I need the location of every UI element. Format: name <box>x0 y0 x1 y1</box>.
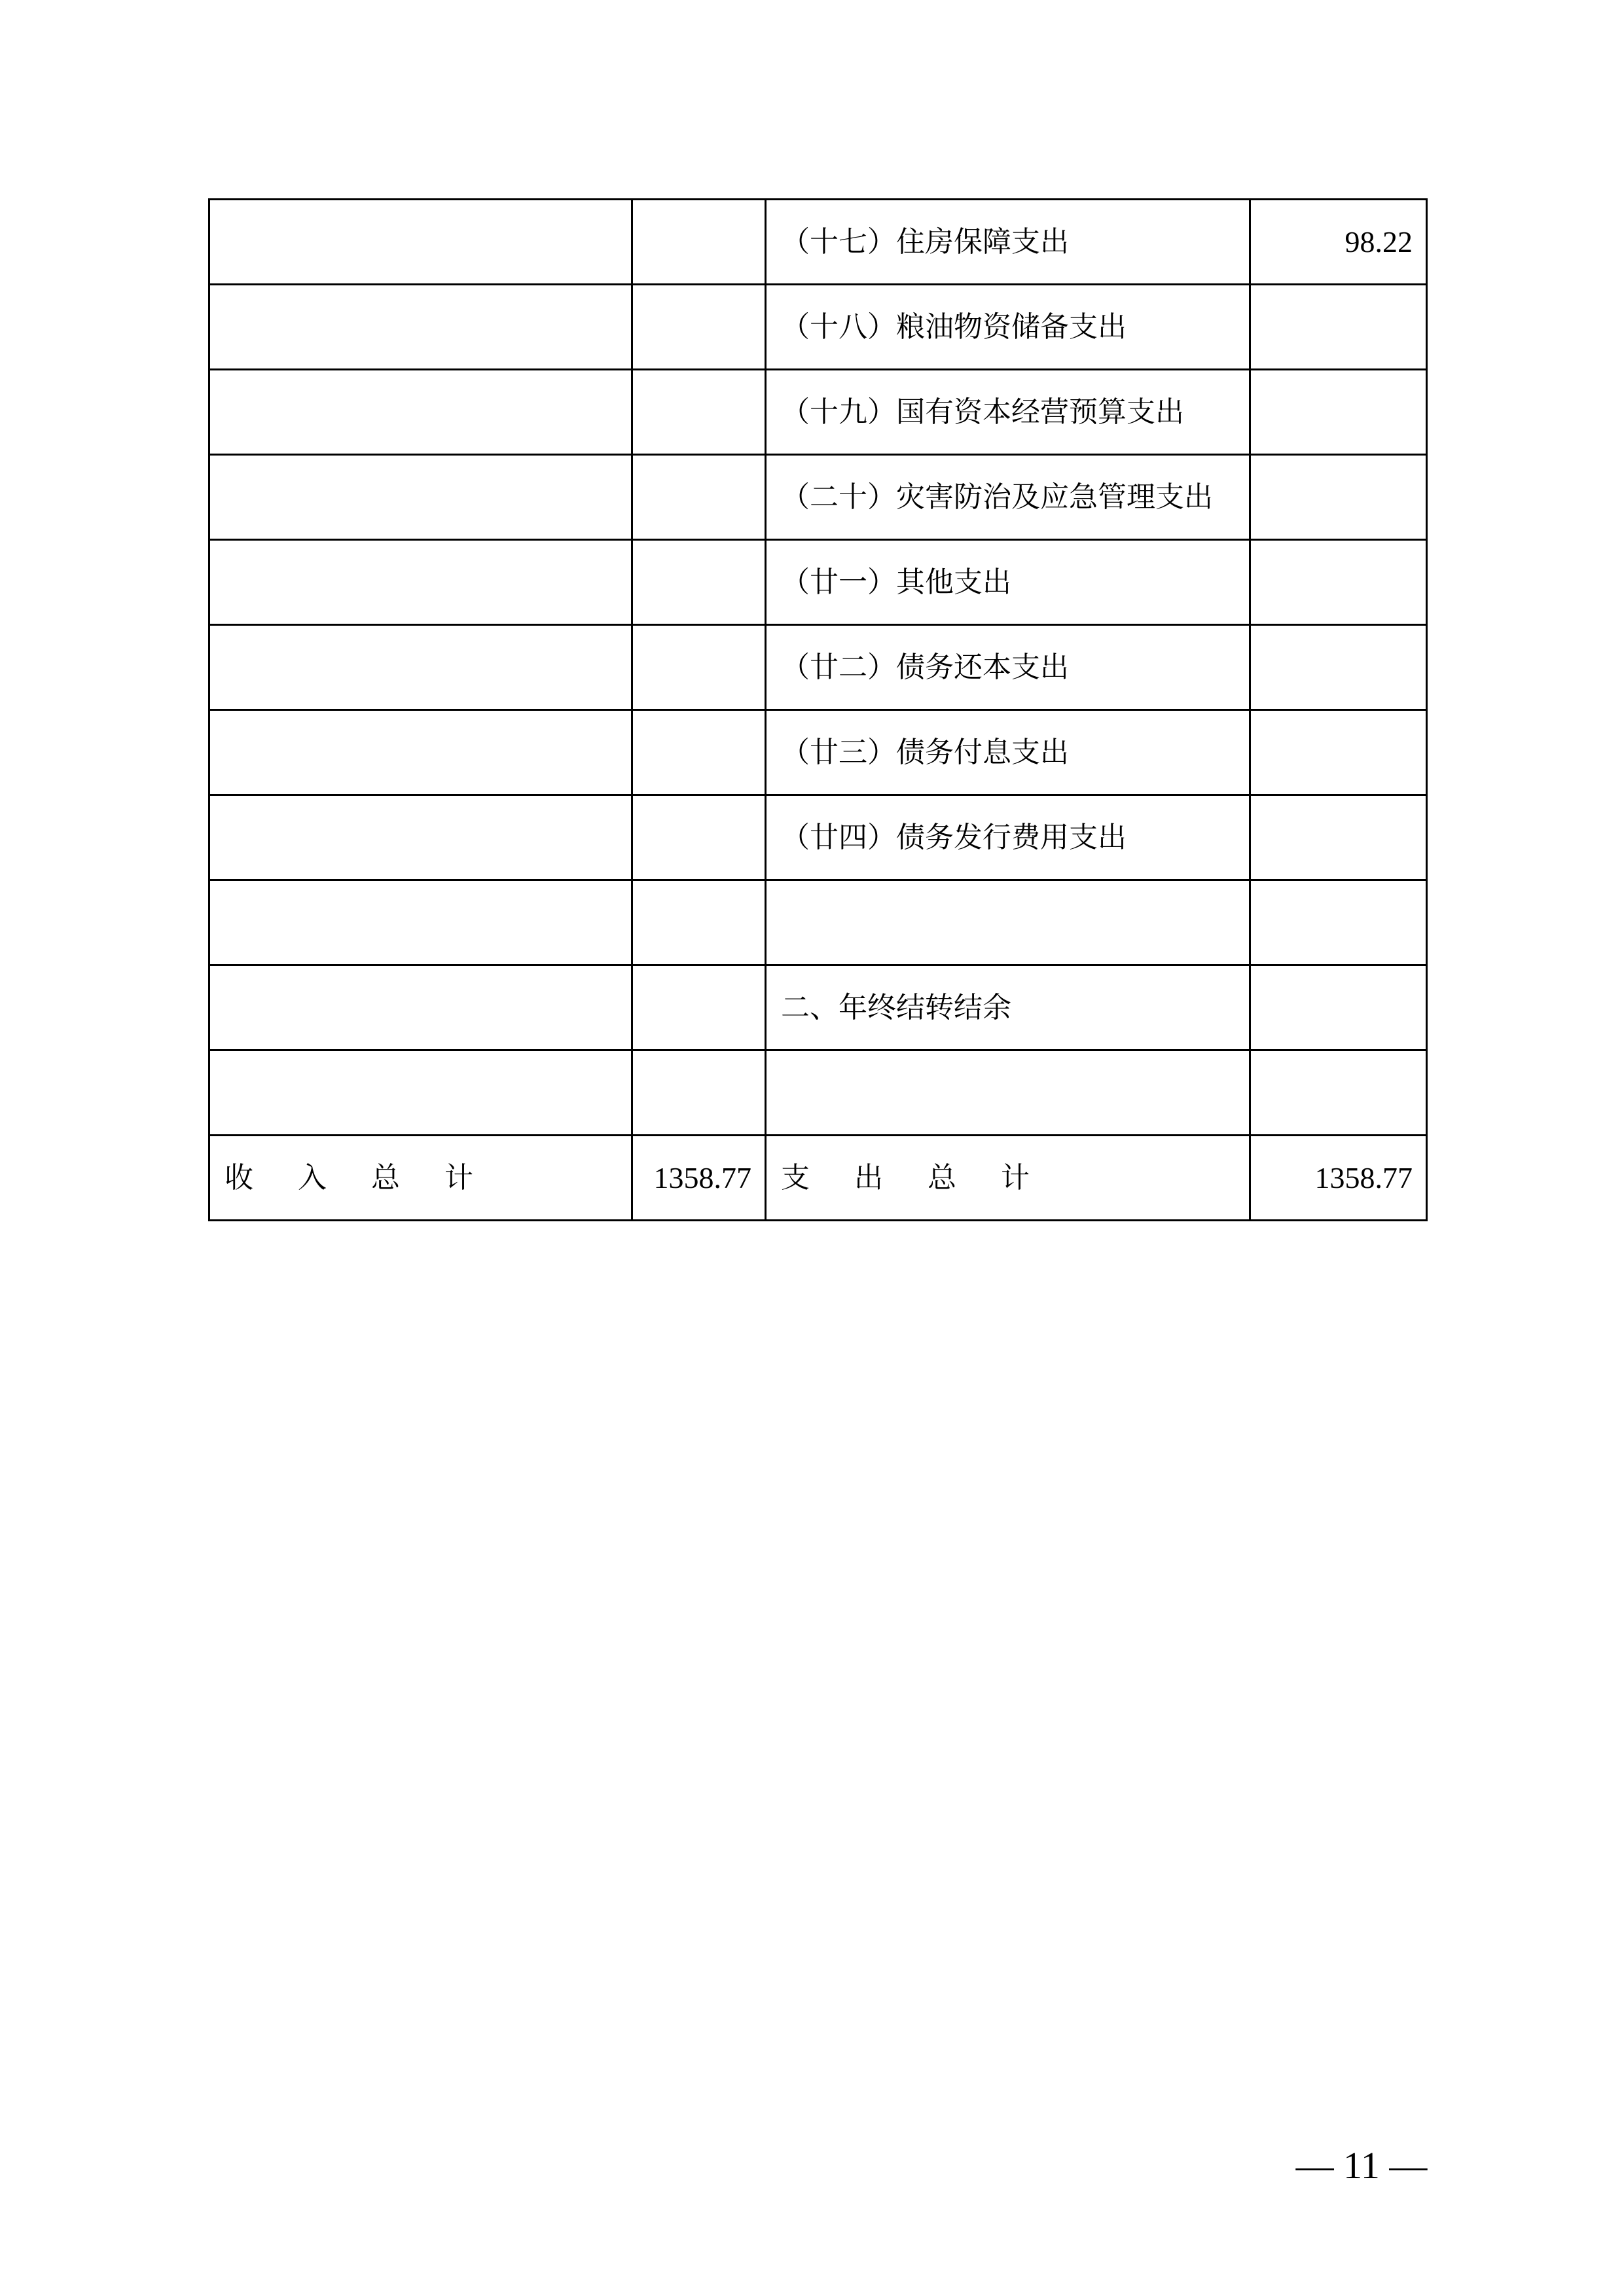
table-row <box>209 1050 1427 1136</box>
expense-amount-cell <box>1250 965 1427 1050</box>
income-total-amount: 1358.77 <box>632 1136 766 1221</box>
expense-total-label: 支出总计 <box>766 1136 1250 1221</box>
budget-table <box>208 198 1428 1221</box>
income-amount-cell <box>632 370 766 455</box>
table-row <box>209 880 1427 965</box>
income-amount-cell <box>632 1050 766 1136</box>
table-row <box>209 200 1427 285</box>
expense-amount-cell <box>1250 710 1427 795</box>
income-amount-cell <box>632 965 766 1050</box>
expense-item-cell: 二、年终结转结余 <box>766 965 1250 1050</box>
table-row <box>209 540 1427 625</box>
expense-amount-cell <box>1250 455 1427 540</box>
income-amount-cell <box>632 285 766 370</box>
expense-item-cell: （十七）住房保障支出 <box>766 200 1250 285</box>
expense-amount-cell <box>1250 625 1427 710</box>
income-amount-cell <box>632 880 766 965</box>
income-item-cell <box>209 880 632 965</box>
expense-item-cell: （廿一）其他支出 <box>766 540 1250 625</box>
expense-item-cell: （廿二）债务还本支出 <box>766 625 1250 710</box>
table-row <box>209 370 1427 455</box>
expense-item-cell: （廿三）债务付息支出 <box>766 710 1250 795</box>
expense-item-cell <box>766 880 1250 965</box>
income-amount-cell <box>632 795 766 880</box>
table-row <box>209 285 1427 370</box>
income-amount-cell <box>632 200 766 285</box>
income-item-cell <box>209 1050 632 1136</box>
table-row <box>209 965 1427 1050</box>
income-item-cell <box>209 285 632 370</box>
table-row <box>209 625 1427 710</box>
expense-amount-cell <box>1250 370 1427 455</box>
income-item-cell <box>209 795 632 880</box>
income-item-cell <box>209 540 632 625</box>
expense-item-cell <box>766 1050 1250 1136</box>
income-item-cell <box>209 370 632 455</box>
income-total-label: 收入总计 <box>209 1136 632 1221</box>
income-amount-cell <box>632 625 766 710</box>
income-item-cell <box>209 455 632 540</box>
expense-amount-cell: 98.22 <box>1250 200 1427 285</box>
table-row <box>209 795 1427 880</box>
expense-amount-cell <box>1250 1050 1427 1136</box>
expense-amount-cell <box>1250 795 1427 880</box>
expense-item-cell: （十九）国有资本经营预算支出 <box>766 370 1250 455</box>
income-item-cell <box>209 710 632 795</box>
expense-total-amount: 1358.77 <box>1250 1136 1427 1221</box>
expense-item-cell: （廿四）债务发行费用支出 <box>766 795 1250 880</box>
income-item-cell <box>209 965 632 1050</box>
expense-amount-cell <box>1250 285 1427 370</box>
income-amount-cell <box>632 540 766 625</box>
table-row <box>209 710 1427 795</box>
totals-row <box>209 1136 1427 1221</box>
table-row <box>209 455 1427 540</box>
income-item-cell <box>209 625 632 710</box>
income-item-cell <box>209 200 632 285</box>
expense-amount-cell <box>1250 540 1427 625</box>
income-amount-cell <box>632 710 766 795</box>
expense-item-cell: （二十）灾害防治及应急管理支出 <box>766 455 1250 540</box>
expense-item-cell: （十八）粮油物资储备支出 <box>766 285 1250 370</box>
expense-amount-cell <box>1250 880 1427 965</box>
page-number: — 11 — <box>1295 2144 1428 2187</box>
income-amount-cell <box>632 455 766 540</box>
